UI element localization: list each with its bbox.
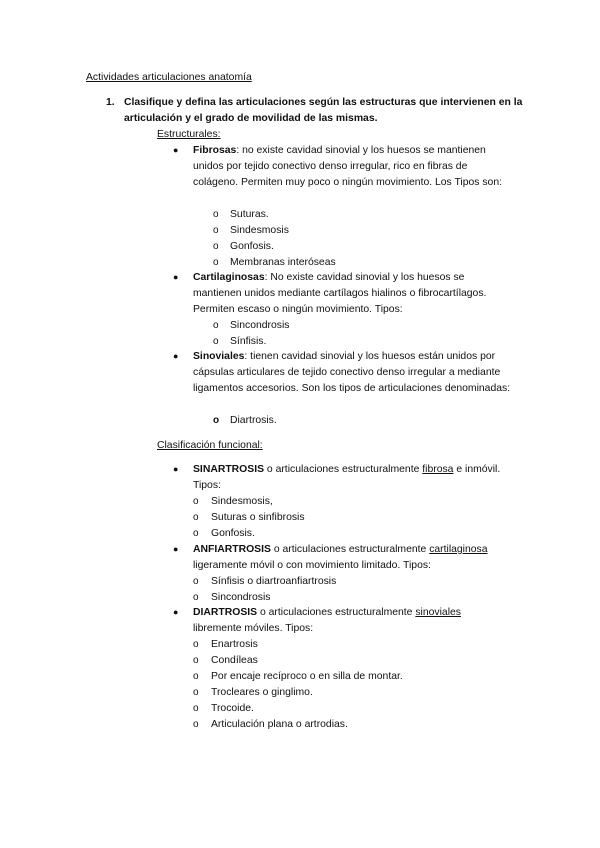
circle-bullet-icon: o — [213, 415, 220, 426]
type-item: Sindesmosis — [230, 225, 289, 236]
type-item: Diartrosis. — [230, 415, 277, 426]
structural-item-sinoviales — [193, 349, 511, 397]
question-number: 1. — [106, 97, 115, 108]
circle-bullet-icon: o — [193, 671, 199, 682]
type-item: Membranas interóseas — [230, 257, 336, 268]
bullet-icon: ● — [173, 607, 179, 617]
circle-bullet-icon: o — [193, 703, 199, 714]
question-text: Clasifique y defina las articulaciones según las estructuras que intervienen en la articulación y el grado de movilidad de las mismas. — [124, 97, 523, 124]
type-item: Sínfisis. — [230, 336, 267, 347]
linked-term: fibrosa — [422, 464, 454, 475]
bullet-icon: ● — [173, 351, 179, 361]
description-pre: o articulaciones estructuralmente — [257, 607, 416, 618]
term: Cartilaginosas — [193, 272, 265, 283]
circle-bullet-icon: o — [213, 336, 219, 347]
bullet-icon: ● — [173, 145, 179, 155]
term: Sinoviales — [193, 351, 245, 362]
type-item: Por encaje recíproco o en silla de montar. — [211, 671, 403, 682]
type-item: Suturas. — [230, 209, 269, 220]
functional-item-sinartrosis — [193, 462, 505, 494]
description-post: libremente móviles. Tipos: — [193, 622, 314, 634]
term: Fibrosas — [193, 145, 237, 156]
structural-heading: Estructurales: — [157, 129, 221, 140]
term: ANFIARTROSIS — [193, 544, 271, 555]
type-item: Sindesmosis, — [211, 496, 273, 507]
linked-term: cartilaginosa — [429, 544, 488, 555]
functional-item-anfiartrosis — [193, 542, 513, 574]
description: : no existe cavidad sinovial y los huesos se mantienen unidos por tejido conectivo denso irregular, rico en fibras de colágeno. Permiten muy poco o ningún movimiento. Los Tipos son: — [193, 145, 503, 188]
type-item: Gonfosis. — [230, 241, 274, 252]
type-item: Sincondrosis — [230, 320, 290, 331]
circle-bullet-icon: o — [213, 257, 219, 268]
description-post: e inmóvil. Tipos: — [193, 464, 501, 491]
circle-bullet-icon: o — [213, 225, 219, 236]
bullet-icon: ● — [173, 464, 179, 474]
type-item: Suturas o sinfibrosis — [211, 512, 305, 523]
circle-bullet-icon: o — [193, 655, 199, 666]
description-pre: o articulaciones estructuralmente — [270, 544, 430, 555]
term: DIARTROSIS — [193, 607, 258, 618]
description: : No existe cavidad sinovial y los huesos se mantienen unidos mediante cartílagos hialinos o fibrocartílagos. Permiten escaso o ningún movimiento. Tipos: — [193, 272, 487, 315]
circle-bullet-icon: o — [193, 576, 199, 587]
description-post: ligeramente móvil o con movimiento limitado. Tipos: — [193, 559, 431, 571]
circle-bullet-icon: o — [193, 639, 199, 650]
linked-term: sinoviales — [415, 607, 461, 618]
document-title: Actividades articulaciones anatomía — [86, 72, 252, 83]
circle-bullet-icon: o — [193, 512, 199, 523]
circle-bullet-icon: o — [213, 320, 219, 331]
type-item: Articulación plana o artrodias. — [211, 719, 348, 730]
bullet-icon: ● — [173, 544, 179, 554]
circle-bullet-icon: o — [193, 528, 199, 539]
type-item: Sincondrosis — [211, 592, 271, 603]
type-item: Condíleas — [211, 655, 258, 666]
circle-bullet-icon: o — [213, 241, 219, 252]
description-pre: o articulaciones estructuralmente — [264, 464, 423, 475]
circle-bullet-icon: o — [193, 687, 199, 698]
description: : tienen cavidad sinovial y los huesos están unidos por cápsulas articulares de tejido conectivo denso irregular a mediante ligamentos accesorios. Son los tipos de articulaciones denominadas: — [193, 351, 511, 394]
circle-bullet-icon: o — [193, 592, 199, 603]
structural-item-fibrosas — [193, 143, 508, 191]
term: SINARTROSIS — [193, 464, 265, 475]
structural-item-cartilaginosas — [193, 270, 511, 318]
type-item: Sínfisis o diartroanfiartrosis — [211, 576, 337, 587]
bullet-icon: ● — [173, 272, 179, 282]
circle-bullet-icon: o — [193, 719, 199, 730]
type-item: Enartrosis — [211, 639, 258, 650]
circle-bullet-icon: o — [213, 209, 219, 220]
type-item: Trocleares o ginglimo. — [211, 687, 313, 698]
functional-item-diartrosis — [193, 605, 505, 637]
type-item: Trocoide. — [211, 703, 254, 714]
type-item: Gonfosis. — [211, 528, 255, 539]
circle-bullet-icon: o — [193, 496, 199, 507]
functional-heading: Clasificación funcional: — [157, 440, 263, 451]
